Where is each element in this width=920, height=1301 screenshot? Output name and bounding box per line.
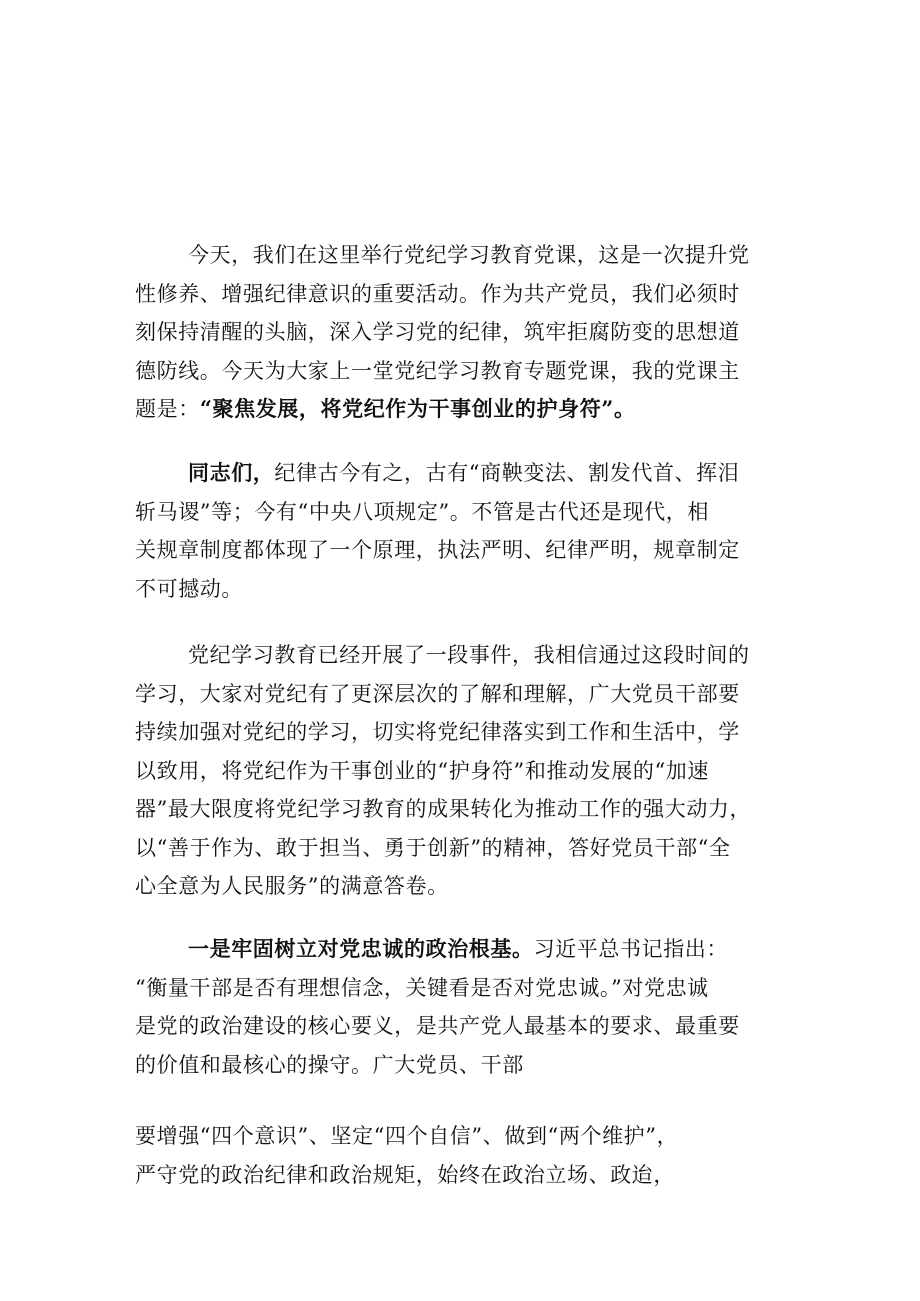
text-line: 要增强“四个意识”、坚定“四个自信”、做到“两个维护”， xyxy=(135,1124,679,1148)
text-line: 心全意为人民服务”的满意答卷。 xyxy=(135,874,449,898)
text-line: 德防线。今天为大家上一堂党纪学习教育专题党课，我的党课主 xyxy=(135,358,740,383)
text-line: 以致用，将党纪作为干事创业的“护身符”和推动发展的“加速 xyxy=(135,758,710,783)
text-line: 器”最大限度将党纪学习教育的成果转化为推动工作的强大动力， xyxy=(135,797,752,821)
text-line: “衡量干部是否有理想信念，关键看是否对党忠诚。”对党忠诚 xyxy=(135,975,709,1000)
text-line-rest: 习近平总书记指出： xyxy=(533,937,729,961)
text-line xyxy=(135,930,795,969)
lecture-theme: “聚焦发展，将党纪作为干事创业的护身符”。 xyxy=(199,396,636,421)
text-line: 不可撼动。 xyxy=(135,576,243,601)
paragraph-education xyxy=(135,636,795,906)
paragraph-point-one xyxy=(135,930,795,1084)
text-line: 以“善于作为、敢于担当、勇于创新”的精神，答好党员干部“全 xyxy=(135,835,731,860)
text-line: 刻保持清醒的头脑，深入学习党的纪律，筑牢拒腐防变的思想道 xyxy=(135,320,740,344)
text-line: 是党的政治建设的核心要义，是共产党人最基本的要求、最重要 xyxy=(135,1014,740,1038)
salutation: 同志们， xyxy=(188,460,275,485)
text-line xyxy=(135,390,795,429)
paragraph-continuation xyxy=(135,1117,795,1194)
text-line: 持续加强对党纪的学习，切实将党纪律落实到工作和生活中，学 xyxy=(135,720,740,744)
text-line: 党纪学习教育已经开展了一段事件，我相信通过这段时间的 xyxy=(188,643,750,667)
point-heading: 一是牢固树立对党忠诚的政治根基。 xyxy=(188,936,534,961)
text-line: 斩马谡”等；今有“中央八项规定”。不管是古代还是现代，相 xyxy=(135,499,710,524)
text-line: 学习，大家对党纪有了更深层次的了解和理解，广大党员干部要 xyxy=(135,681,740,706)
paragraph-opening xyxy=(135,236,795,429)
text-line-prefix: 题是： xyxy=(135,397,200,421)
text-line: 今天，我们在这里举行党纪学习教育党课，这是一次提升党 xyxy=(188,243,750,267)
text-line-rest: 纪律古今有之，古有“商鞅变法、割发代首、挥泪 xyxy=(274,461,740,485)
text-line xyxy=(135,454,795,493)
text-line: 关规章制度都体现了一个原理，执法严明、纪律严明，规章制定 xyxy=(135,538,740,562)
text-line: 性修养、增强纪律意识的重要活动。作为共产党员，我们必须时 xyxy=(135,281,740,306)
text-line: 的价值和最核心的操守。广大党员、干部 xyxy=(135,1052,524,1077)
paragraph-comrades xyxy=(135,454,795,608)
text-line: 严守党的政治纪律和政治规矩，始终在政治立场、政迨， xyxy=(135,1162,675,1187)
